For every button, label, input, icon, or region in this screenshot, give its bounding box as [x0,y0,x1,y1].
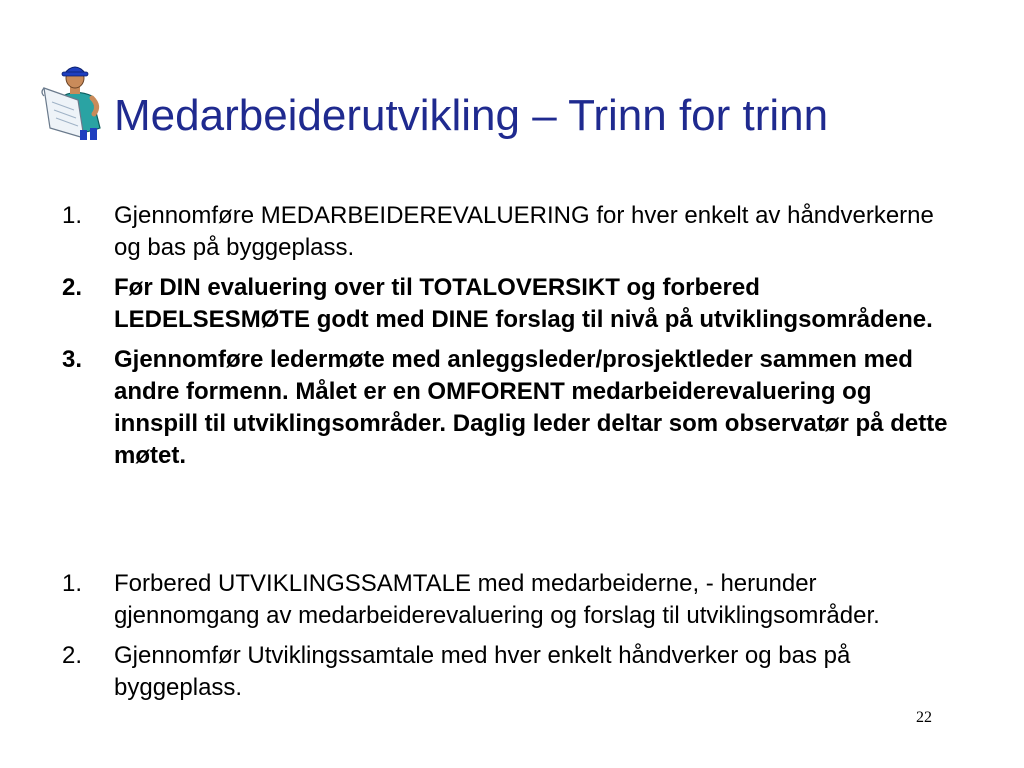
list-item-number: 3. [62,346,83,373]
list-item-number: 2. [62,274,83,301]
construction-worker-icon [40,58,112,142]
list-item-text: Gjennomføre ledermøte med anleggsleder/prosjektleder sammen med andre formenn. Målet er en OMFORENT medarbeiderevaluering og innspill til utviklingsområder. Daglig leder deltar som observatør på dette møtet. [114,346,948,469]
list-item-number: 1. [62,570,83,597]
list-item-text: Forbered UTVIKLINGSSAMTALE med medarbeiderne, - herunder gjennomgang av medarbeiderevaluering og forslag til utviklingsområder. [114,570,880,629]
list-item [0,344,950,472]
list-item [0,200,950,264]
page-number: 22 [916,709,932,726]
steps-list-primary [0,200,1024,480]
list-item-text: Gjennomfør Utviklingssamtale med hver enkelt håndverker og bas på byggeplass. [114,642,851,701]
list-item-number: 2. [62,642,83,669]
steps-list-secondary [0,568,1024,712]
list-item-text: Gjennomføre MEDARBEIDEREVALUERING for hver enkelt av håndverkerne og bas på byggeplass. [114,202,934,261]
slide-title: Medarbeiderutvikling – Trinn for trinn [114,91,829,140]
list-item [0,568,950,632]
list-item [0,640,950,704]
list-item-number: 1. [62,202,83,229]
list-item [0,272,950,336]
list-item-text: Før DIN evaluering over til TOTALOVERSIKT og forbered LEDELSESMØTE godt med DINE forslag til nivå på utviklingsområdene. [114,274,933,333]
